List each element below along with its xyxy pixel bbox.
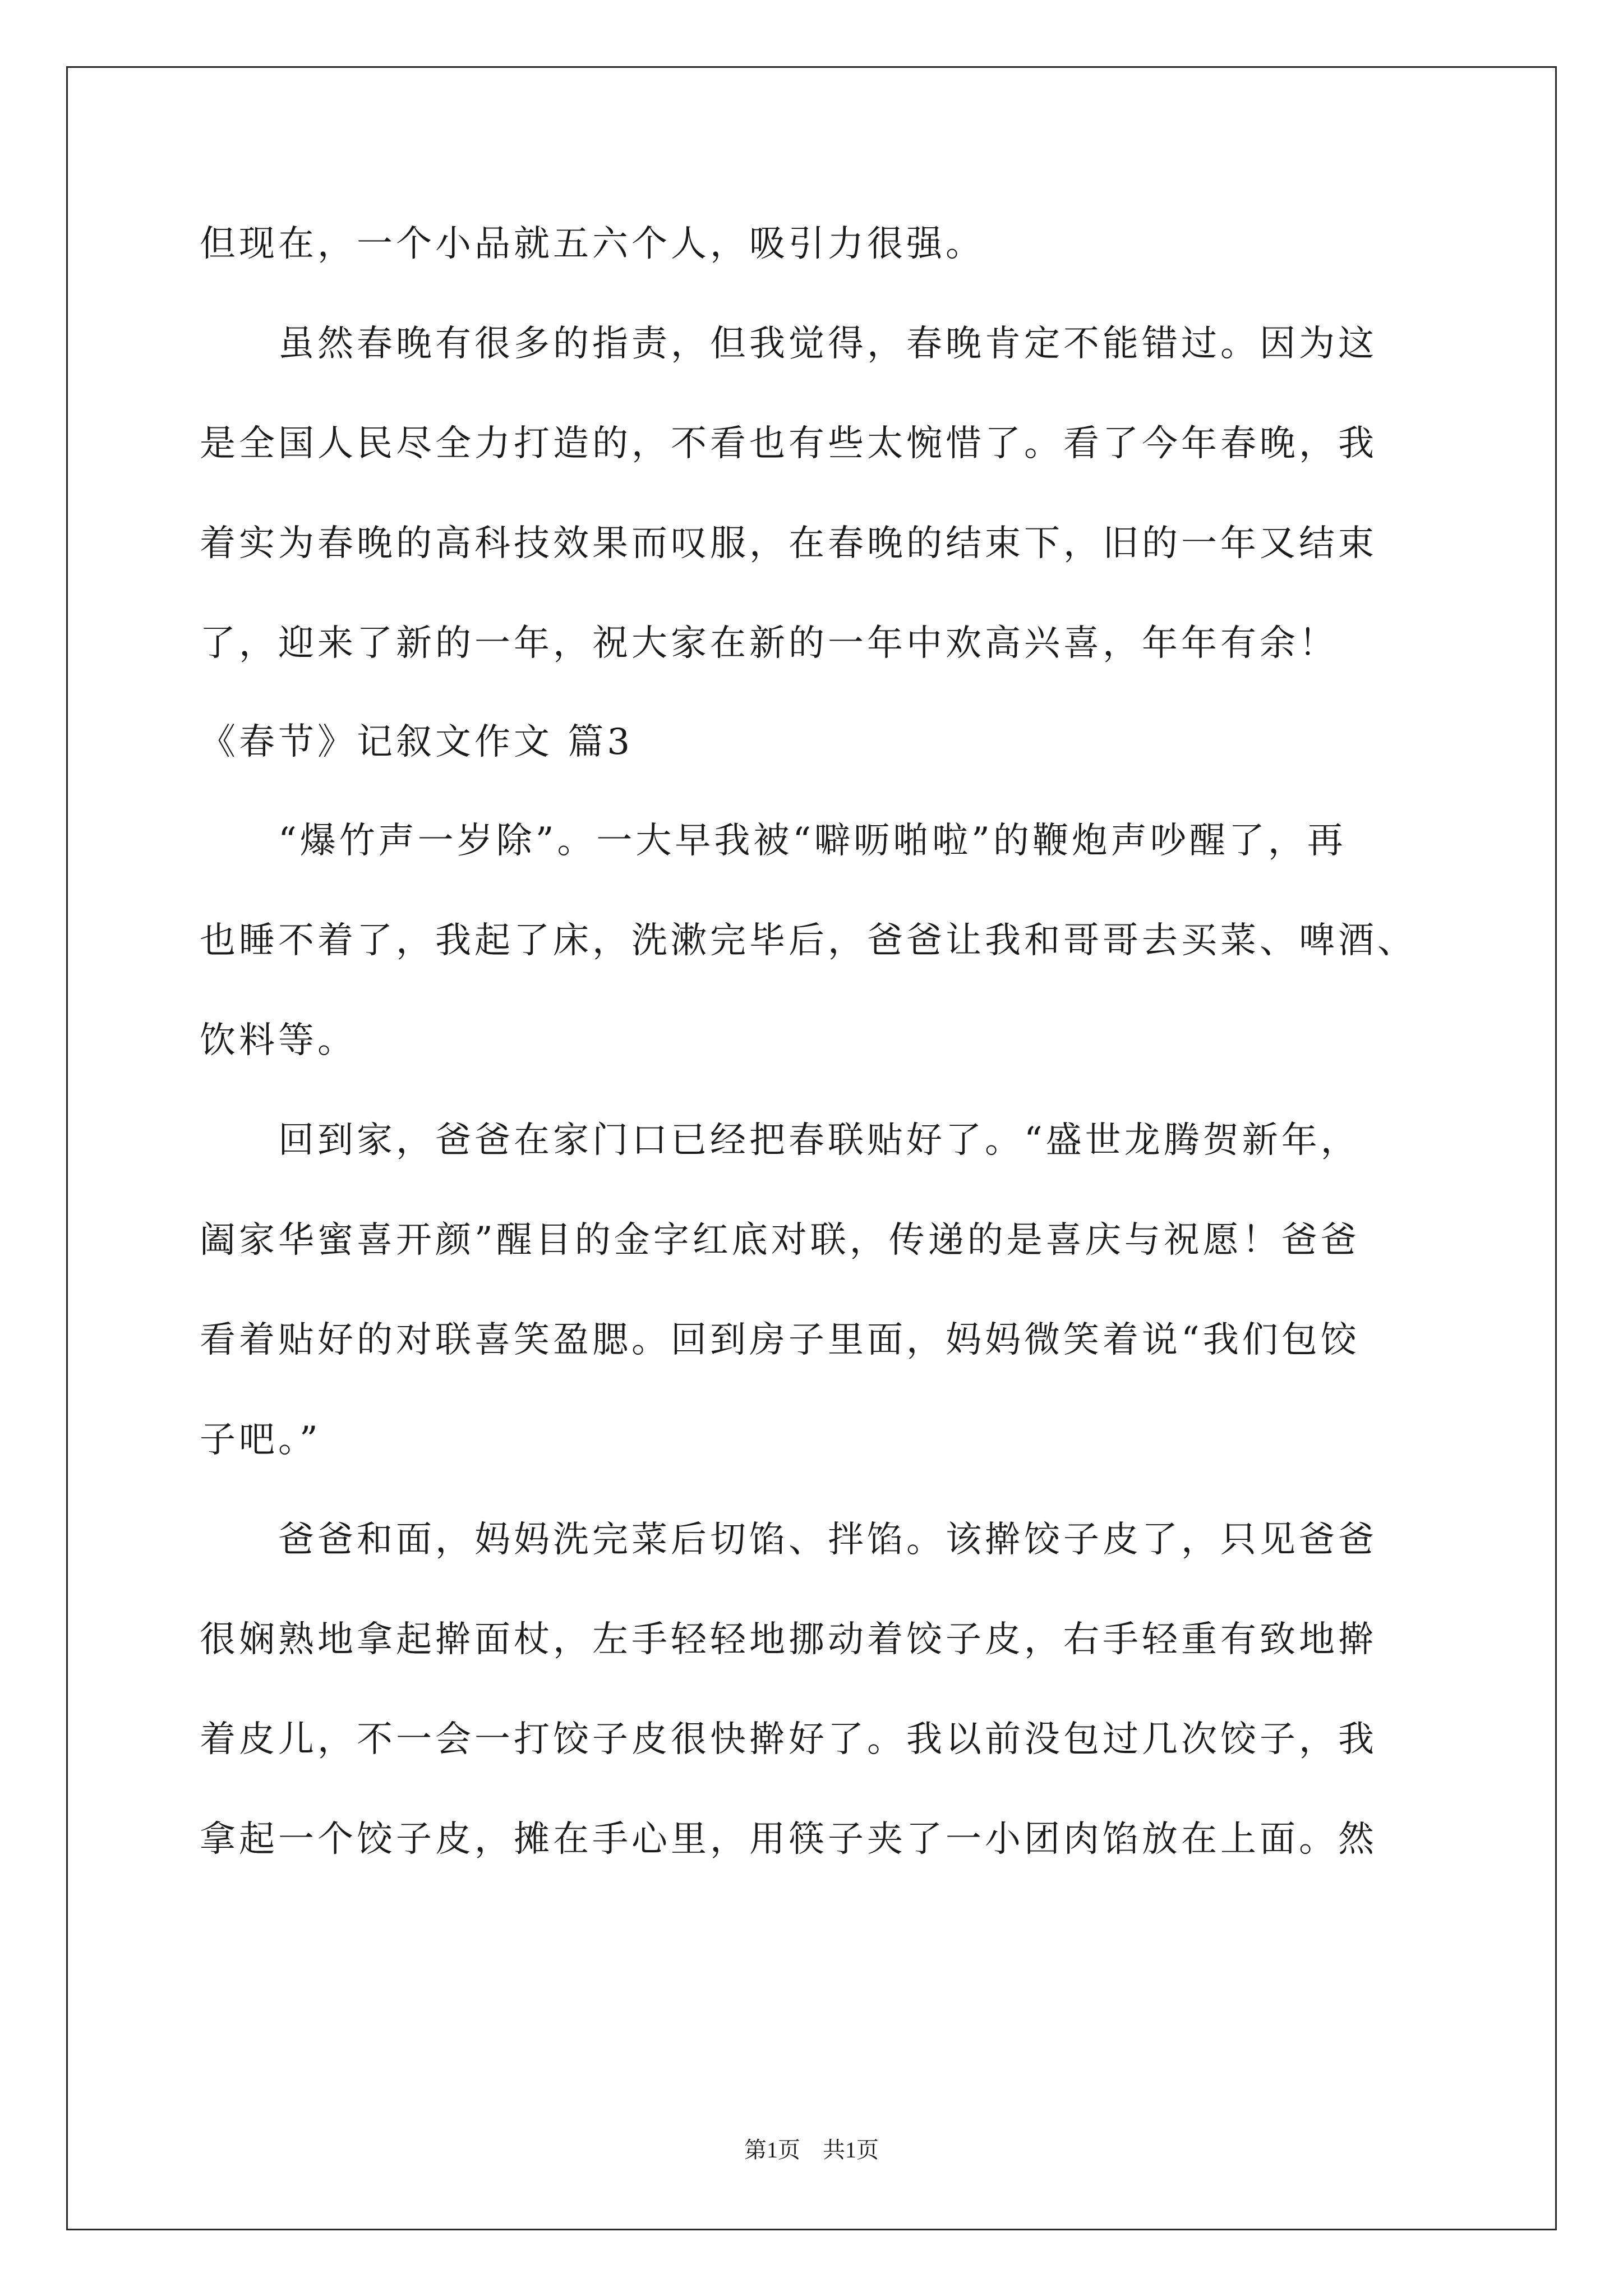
text-line: 爸爸和面，妈妈洗完菜后切馅、拌馅。该擀饺子皮了，只见爸爸 xyxy=(200,1519,1377,1561)
text-line: 看着贴好的对联喜笑盈腮。回到房子里面，妈妈微笑着说“我们包饺 xyxy=(200,1319,1360,1361)
text-line: 很娴熟地拿起擀面杖，左手轻轻地挪动着饺子皮，右手轻重有致地擀 xyxy=(200,1619,1377,1660)
text-line: 是全国人民尽全力打造的，不看也有些太惋惜了。看了今年春晚，我 xyxy=(200,423,1377,464)
text-line: 阖家华蜜喜开颜”醒目的金字红底对联，传递的是喜庆与祝愿！爸爸 xyxy=(200,1220,1360,1261)
text-line: 着实为春晚的高科技效果而叹服，在春晚的结束下，旧的一年又结束 xyxy=(200,523,1377,564)
text-line: 着皮儿，不一会一打饺子皮很快擀好了。我以前没包过几次饺子，我 xyxy=(200,1719,1377,1760)
text-line: 拿起一个饺子皮，摊在手心里，用筷子夹了一小团肉馅放在上面。然 xyxy=(200,1819,1377,1860)
text-line: “爆竹声一岁除”。一大早我被“噼呖啪啦”的鞭炮声吵醒了，再 xyxy=(200,820,1347,862)
text-line: 子吧。” xyxy=(200,1419,321,1461)
text-line: 也睡不着了，我起了床，洗漱完毕后，爸爸让我和哥哥去买菜、啤酒、 xyxy=(200,920,1417,961)
text-line: 虽然春晚有很多的指责，但我觉得，春晚肯定不能错过。因为这 xyxy=(200,323,1377,365)
text-line: 饮料等。 xyxy=(200,1020,357,1061)
section-heading: 《春节》记叙文作文 篇3 xyxy=(200,721,634,763)
text-line: 但现在，一个小品就五六个人，吸引力很强。 xyxy=(200,223,985,265)
text-line: 回到家，爸爸在家门口已经把春联贴好了。“盛世龙腾贺新年， xyxy=(200,1120,1360,1161)
page-footer: 第1页 共1页 xyxy=(744,2137,879,2162)
text-line: 了，迎来了新的一年，祝大家在新的一年中欢高兴喜，年年有余！ xyxy=(200,623,1338,664)
